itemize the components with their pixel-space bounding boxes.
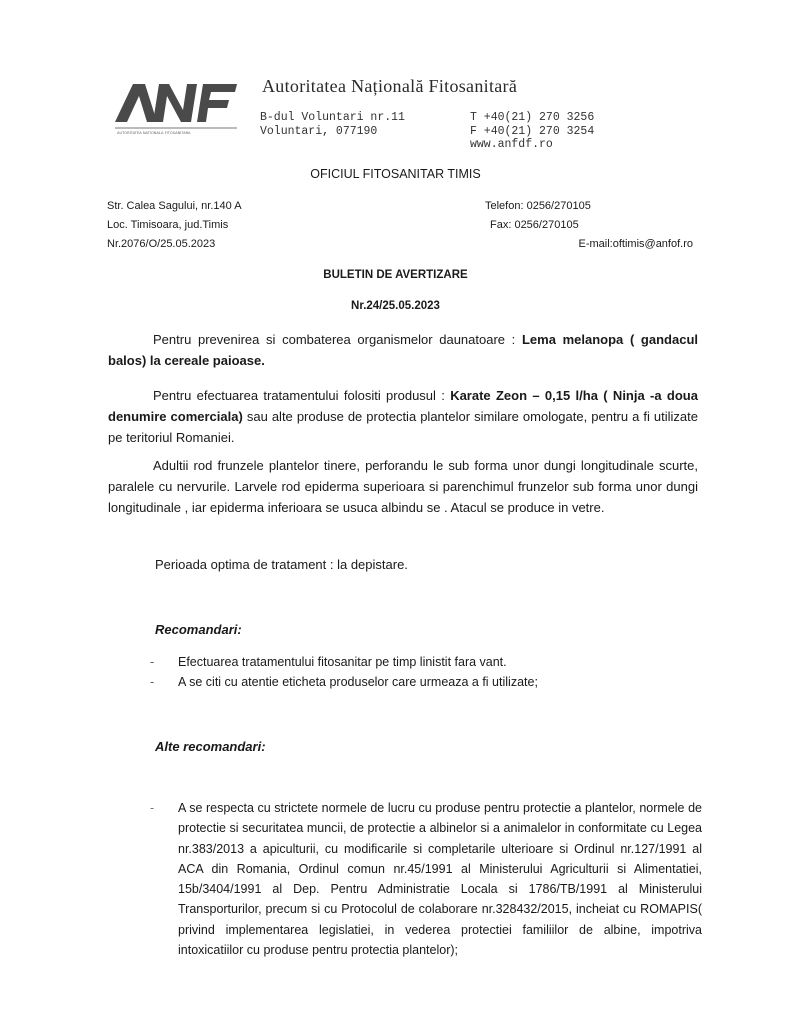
- office-contact-block: [485, 197, 693, 254]
- list-item-text: Efectuarea tratamentului fitosanitar pe timp linistit fara vant.: [178, 655, 507, 669]
- other-recommendations-list: - A se respecta cu strictete normele de lucru cu produse pentru protectie a plantelor, normele de protectie si securitatea muncii, de protectie a albinelor si a animalelor in conformitate cu Legea nr.383/2013 a apiculturii, cu modificarile si completarile ulterioare si Ordinul nr.127/1991 al ACA din Romania, Ordinul comun nr.45/1991 al Ministerului Agriculturii si Alimentatiei, 15b/3404/1991 al Dep. Pentru Administratie Locala si 1786/TB/1991 al Ministerului Transporturilor, precum si cu Protocolul de colaborare nr.328432/2015, incheiat cu ROMAPIS( privind implementarea legislatiei, in vederea protectiei familiilor de albine, impotriva intoxicatiilor cu produse pentru protectia plantelor);: [150, 798, 702, 960]
- other-recommendations-heading: Alte recomandari:: [155, 739, 266, 754]
- website: www.anfdf.ro: [470, 138, 553, 151]
- document-title: BULETIN DE AVERTIZARE: [323, 269, 468, 281]
- office-locality: Loc. Timisoara, jud.Timis: [107, 219, 229, 231]
- paragraph-product: [108, 385, 698, 448]
- recommendations-list: [150, 652, 700, 692]
- logo-subtitle: AUTORITATEA NATIONALA FITOSANITARA: [117, 131, 191, 135]
- fax-number: F +40(21) 270 3254: [470, 124, 595, 138]
- list-item: - Efectuarea tratamentului fitosanitar pe timp linistit fara vant.: [150, 655, 507, 669]
- organization-address: [260, 111, 405, 139]
- phone-number: T +40(21) 270 3256: [470, 111, 595, 124]
- product-name: Karate Zeon – 0,15 l/ha ( Ninja -a doua denumire comerciala): [108, 388, 698, 424]
- office-street: Str. Calea Sagului, nr.140 A: [107, 200, 242, 212]
- organization-name: Autoritatea Națională Fitosanitară: [262, 76, 518, 96]
- office-title: OFICIUL FITOSANITAR TIMIS: [310, 167, 481, 181]
- document-number: Nr.24/25.05.2023: [351, 300, 440, 312]
- pest-name: Lema melanopa ( gandacul balos) la cereale paioase.: [108, 332, 699, 368]
- anf-logo-icon: [113, 78, 241, 140]
- organization-contact: [470, 111, 594, 152]
- recommendations-heading: Recomandari:: [155, 622, 242, 637]
- paragraph-text: sau alte produse de protectia plantelor similare omologate, pentru a fi utilizate pe teritoriul Romaniei.: [108, 409, 699, 445]
- paragraph-text: Pentru efectuarea tratamentului folositi produsul :: [153, 388, 451, 403]
- list-item-text: A se citi cu atentie eticheta produselor care urmeaza a fi utilizate;: [178, 675, 538, 689]
- address-line: B-dul Voluntari nr.11: [260, 111, 405, 124]
- paragraph-description: [108, 455, 698, 518]
- office-fax: Fax: 0256/270105: [490, 219, 579, 231]
- paragraph-text: Pentru prevenirea si combaterea organismelor daunatoare :: [153, 332, 522, 347]
- list-item-text: A se respecta cu strictete normele de lucru cu produse pentru protectie a plantelor, normele de protectie si securitatea muncii, de protectie a albinelor si a animalelor in conformitate cu Legea nr.383/2013 a apiculturii, cu modificarile si completarile ulterioare si Ordinul nr.127/1991 al ACA din Romania, Ordinul comun nr.45/1991 al Ministerului Agriculturii si Alimentatiei, 15b/3404/1991 al Dep. Pentru Administratie Locala si 1786/TB/1991 al Ministerului Transporturilor, precum si cu Protocolul de colaborare nr.328432/2015, incheiat cu ROMAPIS( privind implementarea legislatiei, in vederea protectiei familiilor de albine, impotriva intoxicatiilor cu produse pentru protectia plantelor);: [178, 801, 702, 958]
- paragraph-pest: [108, 329, 698, 371]
- list-item: - A se citi cu atentie eticheta produselor care urmeaza a fi utilizate;: [150, 675, 538, 689]
- anf-logo: [113, 78, 241, 140]
- office-address-block: [107, 197, 242, 254]
- office-email: E-mail:oftimis@anfof.ro: [578, 238, 693, 250]
- paragraph-treatment-period: Perioada optima de tratament : la depistare.: [155, 557, 408, 572]
- paragraph-text: Adultii rod frunzele plantelor tinere, perforandu le sub forma unor dungi longitudinale scurte, paralele cu nervurile. Larvele rod epiderma superioara si parenchimul frunzelor sub forma unor dungi longitudinale , iar epiderma inferioara se usuca albindu se . Atacul se produce in vetre.: [108, 458, 698, 515]
- registration-number: Nr.2076/O/25.05.2023: [107, 238, 216, 250]
- address-line: Voluntari, 077190: [260, 125, 378, 138]
- office-phone: Telefon: 0256/270105: [485, 200, 591, 212]
